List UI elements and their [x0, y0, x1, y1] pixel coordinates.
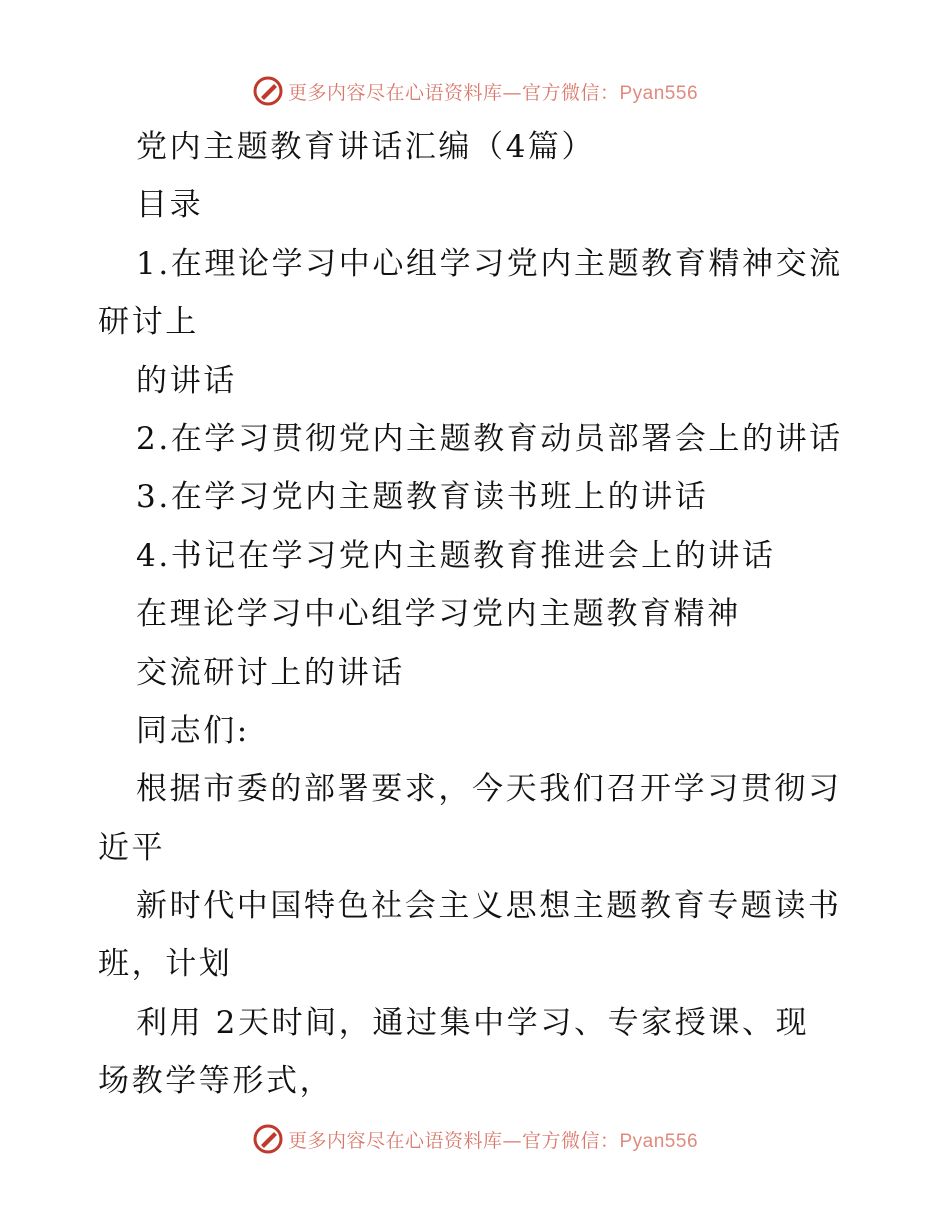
brand-logo-icon [252, 1123, 284, 1155]
document-body [98, 118, 858, 1111]
speech-title: 在理论学习中心组学习党内主题教育精神 [136, 596, 741, 633]
header-banner [0, 71, 950, 111]
speech-title-cont: 交流研讨上的讲话 [136, 654, 405, 691]
toc-item-1-cont2: 的讲话 [136, 362, 237, 399]
header-wechat-id: Pyan556 [619, 82, 699, 104]
salutation: 同志们: [136, 712, 250, 749]
brand-logo-icon [252, 75, 284, 107]
header-banner-text [288, 78, 698, 105]
paragraph-line: 根据市委的部署要求，今天我们召开学习贯彻习 [136, 771, 842, 808]
toc-item-4: 4.书记在学习党内主题教育推进会上的讲话 [136, 537, 776, 574]
paragraph-line: 近平 [98, 829, 166, 866]
paragraph-line: 班，计划 [98, 946, 233, 983]
footer-banner [0, 1119, 950, 1159]
footer-banner-text [288, 1126, 698, 1153]
document-title: 党内主题教育讲话汇编（4篇） [136, 129, 596, 165]
toc-item-1: 1.在理论学习中心组学习党内主题教育精神交流 [136, 245, 843, 282]
footer-wechat-id: Pyan556 [619, 1130, 699, 1152]
toc-item-3: 3.在学习党内主题教育读书班上的讲话 [136, 479, 709, 516]
toc-item-1-cont: 研讨上 [98, 304, 199, 341]
header-banner-label: 更多内容尽在心语资料库—官方微信： [287, 81, 620, 104]
paragraph-line: 利用 2天时间，通过集中学习、专家授课、现 [136, 1004, 810, 1041]
paragraph-line: 新时代中国特色社会主义思想主题教育专题读书 [136, 888, 842, 925]
paragraph-line: 场教学等形式， [98, 1063, 334, 1100]
footer-banner-label: 更多内容尽在心语资料库—官方微信： [287, 1129, 620, 1152]
toc-item-2: 2.在学习贯彻党内主题教育动员部署会上的讲话 [136, 420, 843, 457]
toc-heading: 目录 [136, 187, 204, 224]
